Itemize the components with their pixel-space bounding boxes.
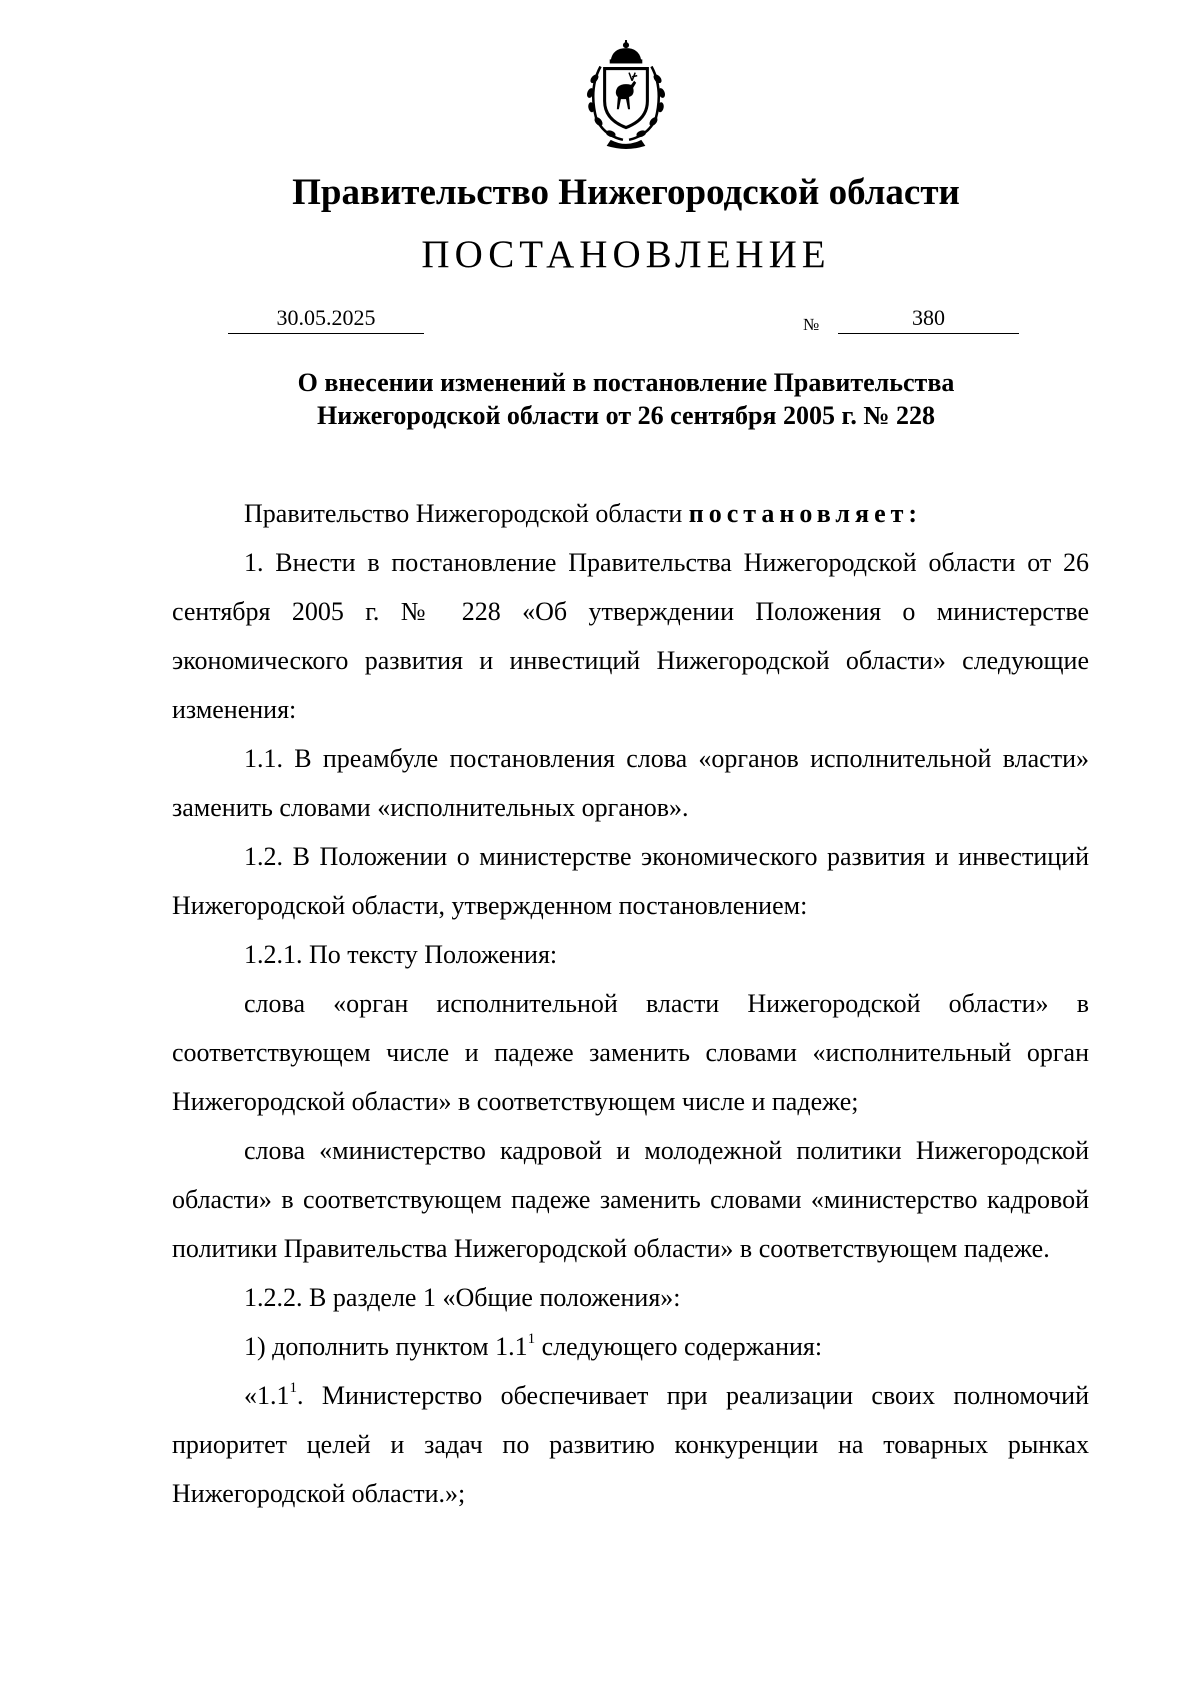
document-body [172, 489, 1089, 1518]
subject-line-1: О внесении изменений в постановление Правительства [297, 368, 955, 397]
add-point-text: 1) дополнить пунктом 1.1 [244, 1332, 528, 1361]
paragraph-1: 1. Внести в постановление Правительства Нижегородской области от 26 сентября 2005 г. № 228 «Об утверждении Положения о министерстве экономического развития и инвестиций Нижегородской области» следующие изменения: [172, 548, 1089, 724]
paragraph-1-2: 1.2. В Положении о министерстве экономического развития и инвестиций Нижегородской области, утвержденном постановлением: [172, 842, 1089, 920]
paragraph-words-1: слова «орган исполнительной власти Нижегородской области» в соответствующем числе и падеже заменить словами «исполнительный орган Нижегородской области» в соответствующем числе и падеже; [172, 989, 1089, 1116]
document-date: 30.05.2025 [228, 303, 424, 334]
quote-text-end: . Министерство обеспечивает при реализации своих полномочий приоритет целей и задач по развитию конкуренции на товарных рынках Нижегородской области.»; [172, 1381, 1089, 1508]
intro-text: Правительство Нижегородской области [244, 499, 683, 528]
quote-text: «1.1 [244, 1381, 290, 1410]
paragraph-1-2-1: 1.2.1. По тексту Положения: [244, 940, 558, 969]
add-point-superscript: 1 [527, 1331, 536, 1347]
nizhny-novgorod-coat-of-arms-icon [570, 38, 682, 150]
document-number: 380 [838, 303, 1019, 334]
paragraph-add-point [172, 1322, 1089, 1371]
number-sign: № [803, 315, 820, 334]
intro-paragraph [172, 489, 1089, 538]
paragraph-words-2: слова «министерство кадровой и молодежной политики Нижегородской области» в соответствующем падеже заменить словами «министерство кадровой политики Правительства Нижегородской области» в соответствующем падеже. [172, 1136, 1089, 1263]
paragraph-1-1: 1.1. В преамбуле постановления слова «органов исполнительной власти» заменить словами «исполнительных органов». [172, 744, 1089, 822]
add-point-text-end: следующего содержания: [535, 1332, 823, 1361]
paragraph-1-2-2: 1.2.2. В разделе 1 «Общие положения»: [244, 1283, 681, 1312]
intro-verb: постановляет: [688, 499, 923, 528]
subject-line-2: Нижегородской области от 26 сентября 2005 г. № 228 [317, 401, 935, 430]
document-type: ПОСТАНОВЛЕНИЕ [421, 233, 831, 276]
paragraph-quote [172, 1371, 1089, 1518]
document-subject [0, 366, 1200, 432]
quote-superscript: 1 [289, 1380, 297, 1396]
government-name: Правительство Нижегородской области [292, 172, 960, 213]
